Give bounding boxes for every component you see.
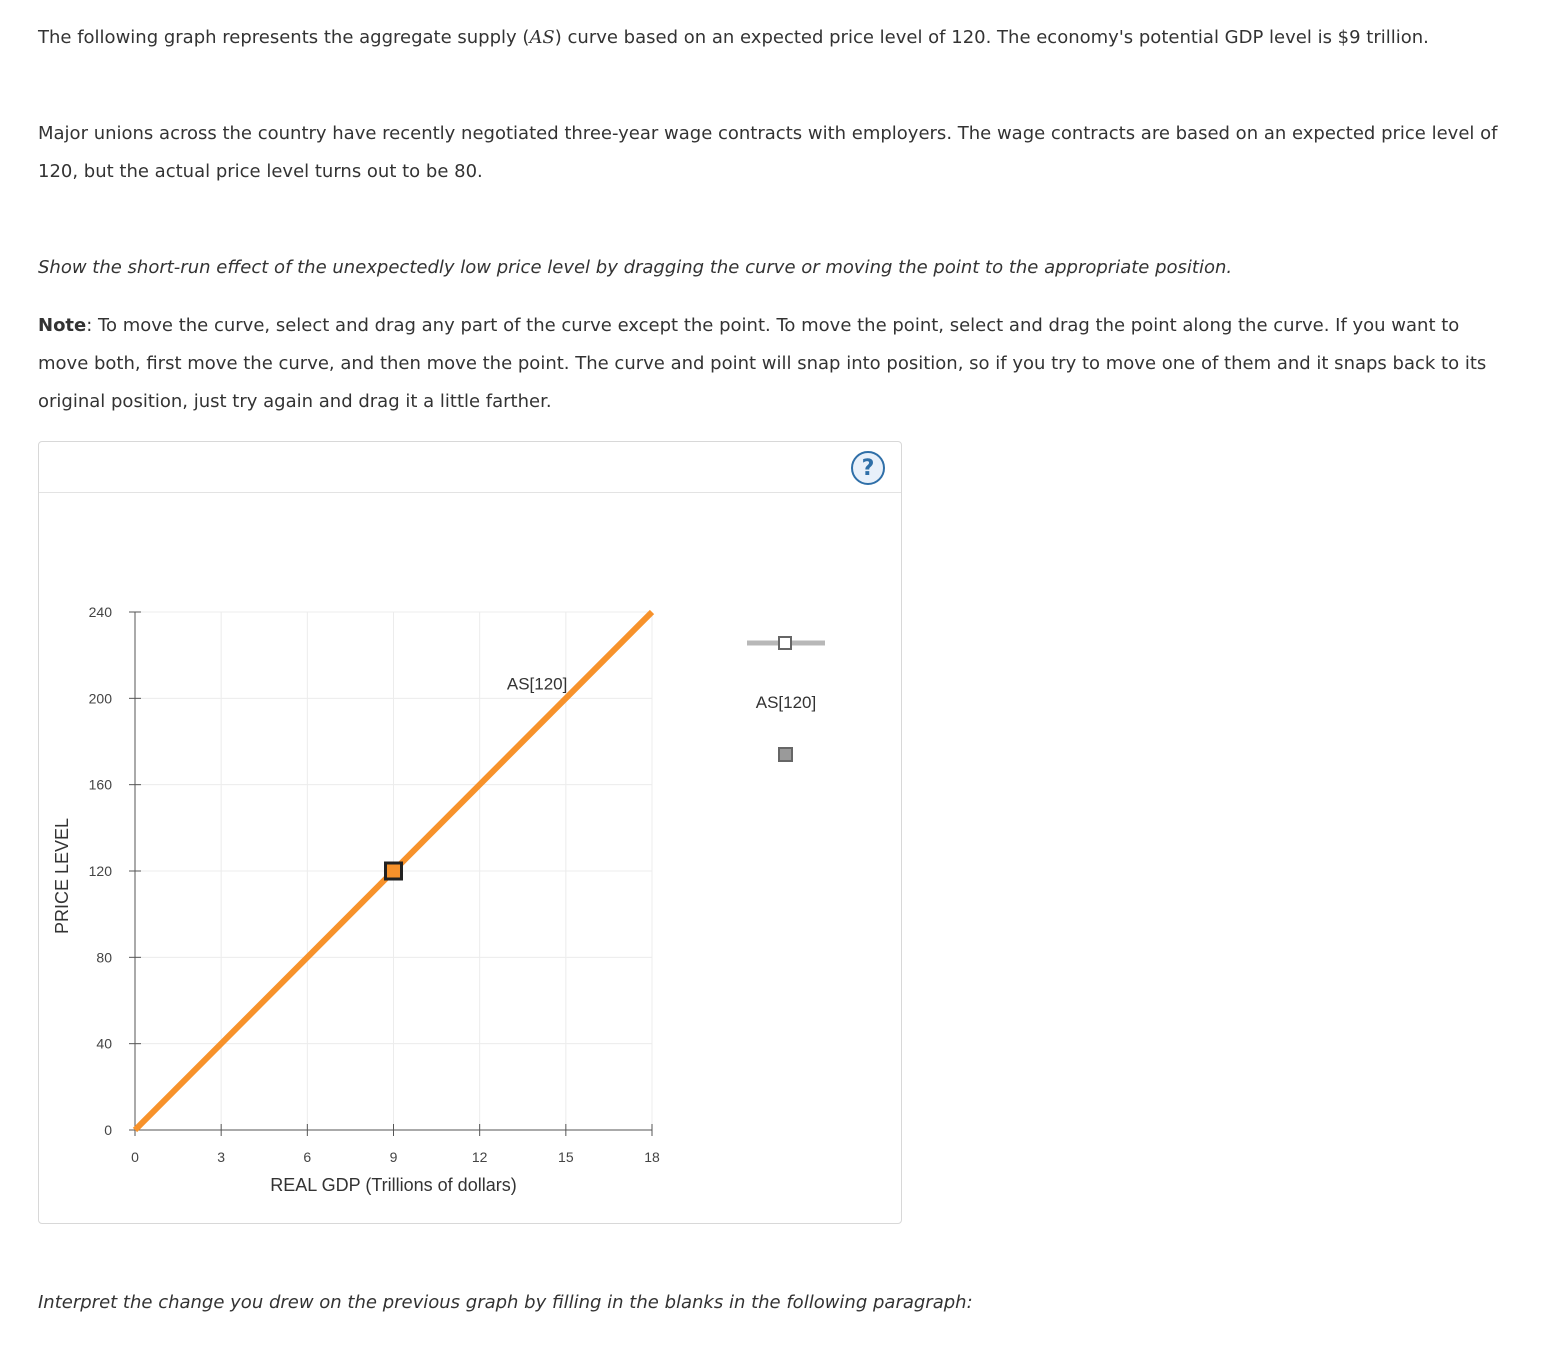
x-tick-label: 12 [471, 1149, 488, 1165]
instruction-text: Show the short-run effect of the unexpectedly low price level by dragging the curve or moving the point to the appropriate position. [38, 257, 1233, 278]
x-tick-label: 3 [217, 1149, 226, 1165]
x-tick-label: 6 [303, 1149, 312, 1165]
intro-text-start: The following graph represents the aggregate supply ( [38, 27, 530, 48]
as-curve-label: AS[120] [506, 674, 568, 694]
x-tick-label: 9 [389, 1149, 398, 1165]
x-axis-title: REAL GDP (Trillions of dollars) [270, 1175, 517, 1195]
x-tick-label: 15 [558, 1149, 574, 1165]
as-point-handle[interactable] [386, 863, 402, 879]
y-tick-label: 240 [88, 604, 112, 620]
y-tick-label: 200 [88, 690, 112, 707]
note-label: Note [38, 315, 87, 336]
as-graph [39, 442, 901, 1223]
y-tick-label: 0 [104, 1122, 112, 1138]
note-text: : To move the curve, select and drag any part of the curve except the point. To move the point, select and drag the point along the curve. If you want to move both, first move the curve, and then move the point. The curve and point will snap into position, so if you try to move one of them and it snaps back to its original position, just try again and drag it a little farther. [38, 315, 1487, 412]
y-tick-label: 40 [96, 1035, 112, 1052]
y-tick-label: 160 [88, 776, 112, 793]
x-tick-label: 18 [644, 1149, 660, 1165]
y-tick-label: 80 [96, 949, 112, 966]
legend-label: AS[120] [755, 693, 817, 712]
note-paragraph [38, 307, 1508, 421]
intro-text-end: ) curve based on an expected price level of 120. The economy's potential GDP level is $9 trillion. [554, 27, 1429, 48]
graph-panel [38, 441, 902, 1224]
legend-point-tool[interactable] [779, 748, 792, 761]
help-icon[interactable]: ? [851, 451, 885, 485]
y-axis-title: PRICE LEVEL [52, 817, 72, 935]
interpret-text: Interpret the change you drew on the previous graph by filling in the blanks in the following paragraph: [38, 1292, 973, 1313]
legend-line-marker [779, 637, 791, 649]
legend [747, 637, 825, 761]
x-tick-label: 0 [131, 1149, 139, 1165]
intro-paragraph-1 [38, 19, 1508, 57]
as-symbol: AS [529, 27, 555, 48]
intro-paragraph-2: Major unions across the country have recently negotiated three-year wage contracts with employers. The wage contracts are based on an expected price level of 120, but the actual price level turns out to be 80. [38, 123, 1498, 182]
y-tick-label: 120 [88, 863, 112, 879]
